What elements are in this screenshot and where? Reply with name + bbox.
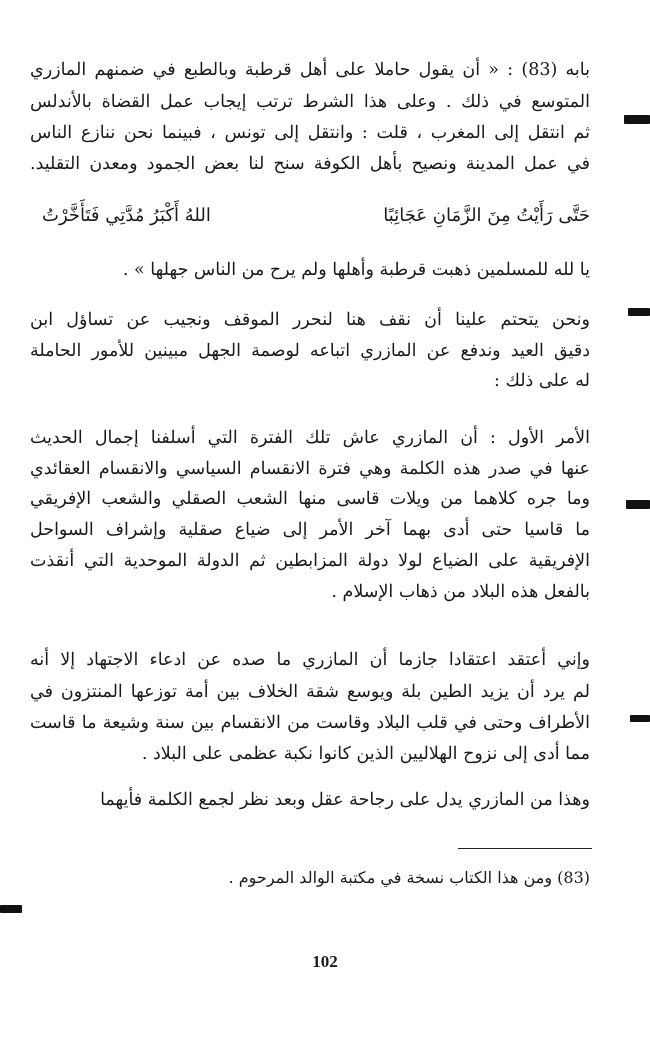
text-line: في عمل المدينة ونصيح بأهل الكوفة سنح لنا بعض الجمود ومعدن التقليد. (30, 154, 590, 174)
scan-edge-mark (626, 500, 650, 509)
text-line: عنها في صدر هذه الكلمة وهي فترة الانقسام السياسي والانقسام العقائدي (30, 459, 590, 479)
scan-edge-mark (628, 308, 650, 316)
text-line: بالفعل هذه البلاد من ذهاب الإسلام . (331, 582, 590, 602)
text-line: وإني أعتقد اعتقادا جازما أن المازري ما صده عن ادعاء الاجتهاد إلا أنه (30, 650, 590, 670)
text-line: بابه (83) : « أن يقول حاملا على أهل قرطبة وبالطبع في ضمنهم المازري (30, 60, 590, 80)
text-line: الأطراف وحتى في قلب البلاد وقاست من الانقسام بين سنة وشيعة ما قاست (30, 713, 590, 733)
text-line: لم يرد أن يزيد الطين بلة ويوسع شقة الخلاف بين أمة توزعها المنتزون في (30, 682, 590, 702)
scan-edge-mark (630, 715, 650, 722)
scan-edge-mark (0, 905, 22, 913)
text-line: وما جره كلاهما من ويلات قاسى منها الشعب الصقلي والشعب الإفريقي (30, 489, 590, 509)
scan-edge-mark (624, 115, 650, 124)
text-line: الأمر الأول : أن المازري عاش تلك الفترة التي أسلفنا إجمال الحديث (30, 428, 590, 448)
footnote-separator (458, 848, 592, 849)
page-number: 102 (312, 952, 338, 971)
verse-hemistich-first: حَتَّى رَأَيْتُ مِنَ الزَّمَانِ عَجَائِبًا (383, 205, 590, 226)
footnote: (83) ومن هذا الكتاب نسخة في مكتبة الوالد المرحوم . (228, 868, 590, 887)
text-line: ما قاسيا حتى أدى بهما آخر الأمر إلى ضياع صقلية وإشراف السواحل (30, 520, 590, 540)
text-line: ونحن يتحتم علينا أن نقف هنا لنحرر الموقف ونجيب عن تساؤل ابن (30, 310, 590, 330)
text-line: مما أدى إلى نزوح الهلاليين الذين كانوا نكبة عظمى على البلاد . (141, 744, 590, 764)
text-line: دقيق العيد وندفع عن المازري اتباعه لوصمة الجهل مبينين للأمور الحاملة (30, 341, 590, 361)
text-line: الإفريقية على الضياع لولا دولة المزابطين ثم الدولة الموحدية التي أنقذت (30, 551, 590, 571)
verse-hemistich-second: اللهُ أَكْبَرُ مُدَّتِي فَتَأَخَّرْتُ (42, 205, 211, 226)
text-line: ثم انتقل إلى المغرب ، قلت : وانتقل إلى تونس ، فبينما نحن ننازع الناس (30, 123, 590, 143)
text-line: له على ذلك : (494, 371, 590, 391)
text-line: المتوسع في ذلك . وعلى هذا الشرط ترتب إيجاب عمل القضاة بالأندلس (30, 92, 590, 112)
text-line: يا لله للمسلمين ذهبت قرطبة وأهلها ولم يرح من الناس جهلها » . (122, 260, 590, 280)
text-line: وهذا من المازري يدل على رجاحة عقل وبعد نظر لجمع الكلمة فأيهما (100, 790, 590, 810)
poem-verse (30, 200, 590, 232)
